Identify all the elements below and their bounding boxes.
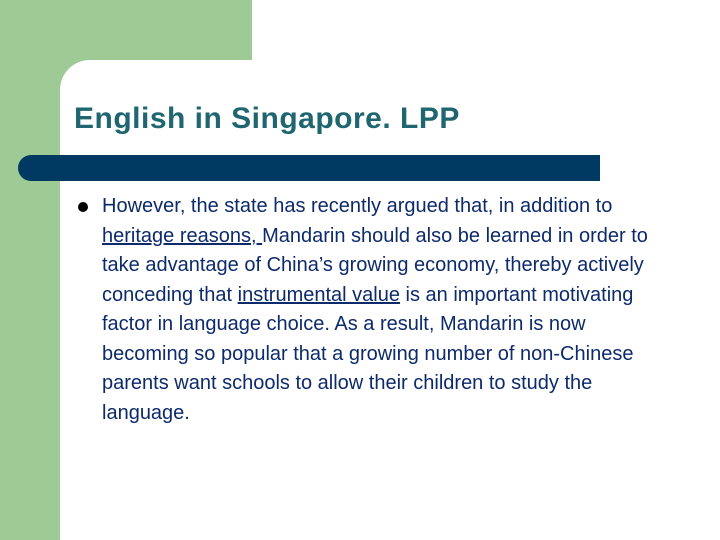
bullet-text-part-1: However, the state has recently argued that, in addition to (102, 195, 613, 217)
bullet-text-part-3: is an important motivating factor in language choice. As a result, Mandarin is now becoming so popular that a growing number of non-Chinese parents want schools to allow their children to study the language. (102, 283, 634, 424)
bullet-text-part-2: Mandarin should also be learned in order to take advantage of China’s growing economy, thereby actively conceding that (102, 224, 648, 306)
bullet-paragraph (102, 192, 662, 428)
instrumental-value-link[interactable]: instrumental value (237, 283, 400, 306)
heritage-reasons-link[interactable]: heritage reasons, (102, 224, 263, 247)
slide-title: English in Singapore. LPP (74, 102, 460, 135)
bullet-icon (78, 202, 88, 212)
title-divider-bar (18, 155, 600, 181)
